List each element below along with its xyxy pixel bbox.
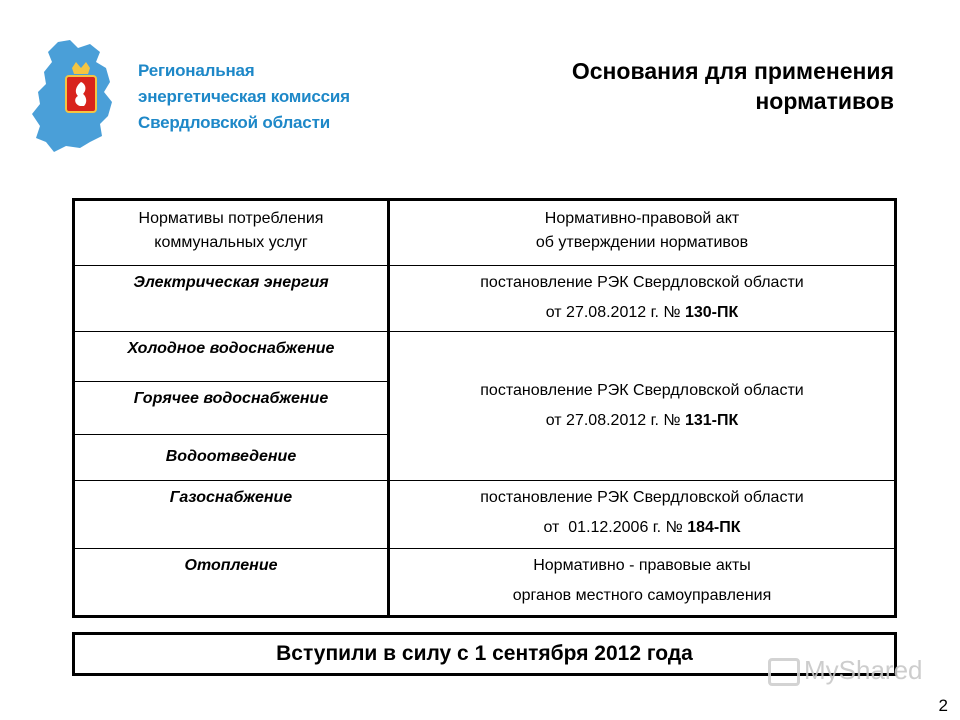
act-number: 130-ПК <box>684 304 739 322</box>
category-cell <box>74 480 389 548</box>
category-label: Холодное водоснабжение <box>127 340 335 358</box>
act-ref <box>396 406 888 436</box>
org-name <box>138 58 350 136</box>
category-cell <box>74 434 389 480</box>
act-title: органов местного самоуправления <box>512 586 772 604</box>
act-cell <box>389 266 896 332</box>
act-title: Нормативно - правовые акты <box>533 556 751 574</box>
act-ref <box>396 513 888 543</box>
slide-title <box>572 56 894 116</box>
norms-table <box>72 198 897 618</box>
header-line: Нормативы потребления <box>138 210 324 227</box>
watermark-text: MyShared <box>804 655 923 685</box>
act-cell <box>389 548 896 616</box>
effective-date-banner: Вступили в силу с 1 сентября 2012 года <box>72 632 897 676</box>
act-cell <box>389 332 896 480</box>
table-row <box>74 266 896 332</box>
header-col-act <box>389 200 896 266</box>
act-title: постановление РЭК Свердловской области <box>480 381 804 399</box>
act-number: 184-ПК <box>687 518 741 536</box>
category-cell <box>74 548 389 616</box>
table-row <box>74 480 896 548</box>
act-date: от 27.08.2012 г. № <box>545 304 681 322</box>
table-row <box>74 332 896 382</box>
act-ref <box>396 298 888 328</box>
region-map-logo <box>30 38 130 154</box>
category-label: Отопление <box>184 556 278 574</box>
org-name-line: Региональная <box>138 61 255 80</box>
act-number: 131-ПК <box>684 411 739 429</box>
header-line: коммунальных услуг <box>154 234 308 251</box>
category-label: Электрическая энергия <box>133 274 329 292</box>
org-name-line: энергетическая комиссия <box>138 87 350 106</box>
category-cell <box>74 266 389 332</box>
header-col-services <box>74 200 389 266</box>
org-name-line: Свердловской области <box>138 113 330 132</box>
page-number: 2 <box>938 696 948 715</box>
act-cell <box>389 480 896 548</box>
presentation-icon <box>768 658 800 686</box>
table-header-row <box>74 200 896 266</box>
slide-title-line: нормативов <box>755 88 894 114</box>
watermark <box>768 654 923 686</box>
act-date: от 01.12.2006 г. № <box>543 518 683 536</box>
header-line: об утверждении нормативов <box>535 234 749 251</box>
table-row <box>74 548 896 616</box>
act-title: постановление РЭК Свердловской области <box>480 274 804 292</box>
header-line: Нормативно-правовой акт <box>544 210 740 227</box>
slide-title-line: Основания для применения <box>571 58 894 84</box>
category-label: Горячее водоснабжение <box>133 390 329 408</box>
category-label: Водоотведение <box>165 448 297 466</box>
category-cell <box>74 382 389 434</box>
act-date: от 27.08.2012 г. № <box>545 411 681 429</box>
category-label: Газоснабжение <box>169 488 293 506</box>
act-title: постановление РЭК Свердловской области <box>480 488 804 506</box>
category-cell <box>74 332 389 382</box>
